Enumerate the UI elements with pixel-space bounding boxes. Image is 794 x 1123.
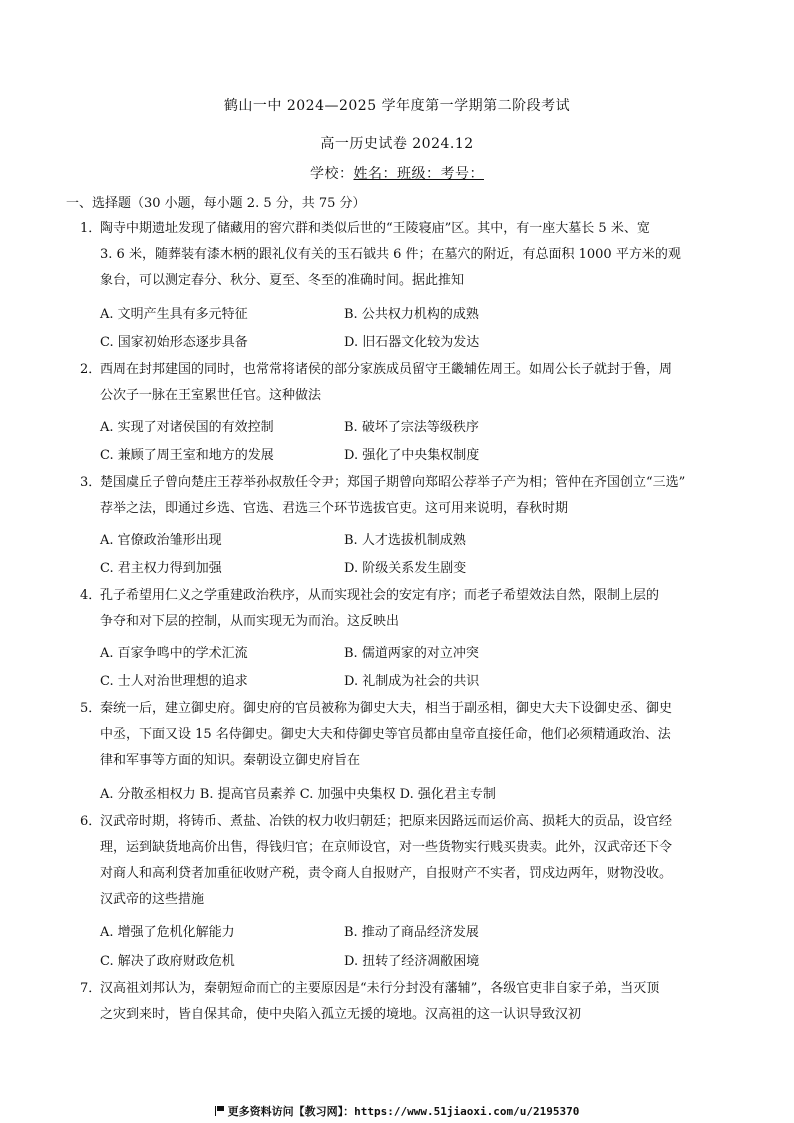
question-stem [82, 976, 722, 1028]
question-stem [82, 583, 722, 635]
stem-line: 象台，可以测定春分、秋分、夏至、冬至的准确时间。据此推知 [100, 273, 465, 288]
question-1 [82, 216, 722, 294]
option-a[interactable]: A. 实现了对诸侯国的有效控制 [100, 420, 274, 435]
stem-line: 汉武帝的这些措施 [100, 892, 205, 907]
stem-line: 西周在封邦建国的同时，也常常将诸侯的部分家族成员留守王畿辅佐周王。如周公长子就封于鲁，周 [100, 362, 673, 377]
stem-line: 楚国虞丘子曾向楚庄王荐举孙叔敖任令尹；郑国子期曾向郑昭公荐举子产为相；管仲在齐国创立“三选” [100, 475, 686, 490]
question-5 [82, 696, 722, 774]
option-d[interactable]: D. 扭转了经济凋敝困境 [344, 954, 480, 969]
question-4 [82, 583, 722, 635]
stem-line: 汉高祖刘邦认为，秦朝短命而亡的主要原因是“未行分封没有藩辅”，各级官吏非自家子弟，当灭顶 [100, 981, 660, 996]
options-inline[interactable]: A. 分散丞相权力 B. 提高官员素养 C. 加强中央集权 D. 强化君主专制 [100, 787, 496, 802]
question-number: 3． [80, 475, 102, 490]
option-d[interactable]: D. 礼制成为社会的共识 [344, 674, 480, 689]
name-label: 姓名： [353, 166, 397, 182]
option-a[interactable]: A. 官僚政治雏形出现 [100, 533, 222, 548]
question-stem [82, 216, 722, 294]
flag-icon [215, 1106, 224, 1115]
question-7 [82, 976, 722, 1028]
option-b[interactable]: B. 儒道两家的对立冲突 [344, 646, 479, 661]
option-c[interactable]: C. 解决了政府财政危机 [100, 954, 235, 969]
stem-line: 争夺和对下层的控制，从而实现无为而治。这反映出 [100, 614, 400, 629]
stem-line: 汉武帝时期，将铸币、煮盐、冶铁的权力收归朝廷；把原来因路远而运价高、损耗大的贡品，设官经 [100, 814, 673, 829]
stem-line: 律和军事等方面的知识。秦朝设立御史府旨在 [100, 753, 361, 768]
option-c[interactable]: C. 士人对治世理想的追求 [100, 674, 248, 689]
exam-subtitle: 高一历史试卷 2024.12 [320, 136, 474, 152]
stem-line: 荐举之法，即通过乡选、官选、君选三个环节选拔官吏。这可用来说明，春秋时期 [100, 501, 569, 516]
school-label: 学校： [310, 166, 354, 182]
option-c[interactable]: C. 国家初始形态逐步具备 [100, 335, 248, 350]
option-d[interactable]: D. 旧石器文化较为发达 [344, 335, 480, 350]
stem-line: 理，运到缺货地高价出售，得钱归官；在京师设官，对一些货物实行贱买贵卖。此外，汉武帝还下令 [100, 840, 673, 855]
footer-text: 更多资料访问【教习网】：https://www.51jiaoxi.com/u/2195370 [227, 1105, 580, 1118]
option-b[interactable]: B. 破坏了宗法等级秩序 [344, 420, 479, 435]
question-number: 6． [80, 814, 102, 829]
option-b[interactable]: B. 公共权力机构的成熟 [344, 307, 479, 322]
stem-line: 3. 6 米，随葬装有漆木柄的跟礼仪有关的玉石钺共 6 件；在墓穴的附近，有总面积 1000 平方米的观 [100, 247, 681, 262]
stem-line: 秦统一后，建立御史府。御史府的官员被称为御史大夫，相当于副丞相，御史大夫下设御史丞、御史 [100, 701, 673, 716]
option-a[interactable]: A. 百家争鸣中的学术汇流 [100, 646, 248, 661]
question-stem [82, 809, 722, 913]
stem-line: 陶寺中期遗址发现了储藏用的窖穴群和类似后世的“王陵寝庙”区。其中，有一座大墓长 5 米、宽 [100, 221, 650, 236]
question-3 [82, 470, 722, 522]
section-heading: 一、选择题（30 小题，每小题 2. 5 分，共 75 分） [66, 196, 366, 211]
option-a[interactable]: A. 增强了危机化解能力 [100, 925, 235, 940]
exam-number-label: 考号： [440, 166, 484, 182]
question-number: 5． [80, 701, 102, 716]
stem-line: 中丞，下面又设 15 名侍御史。御史大夫和侍御史等官员都由皇帝直接任命，他们必须精通政治、法 [100, 727, 671, 742]
class-label: 班级： [397, 166, 441, 182]
question-number: 4． [80, 588, 102, 603]
stem-line: 对商人和高利贷者加重征收财产税，责令商人自报财产，自报财产不实者，罚戍边两年，财物没收。 [100, 866, 673, 881]
question-number: 7． [80, 981, 102, 996]
question-2 [82, 357, 722, 409]
stem-line: 孔子希望用仁义之学重建政治秩序，从而实现社会的安定有序；而老子希望效法自然，限制上层的 [100, 588, 660, 603]
question-number: 1． [80, 221, 102, 236]
stem-line: 公次子一脉在王室累世任官。这种做法 [100, 388, 322, 403]
option-c[interactable]: C. 兼顾了周王室和地方的发展 [100, 448, 274, 463]
option-b[interactable]: B. 推动了商品经济发展 [344, 925, 479, 940]
stem-line: 之灾到来时，皆自保其命，使中央陷入孤立无援的境地。汉高祖的这一认识导致汉初 [100, 1007, 582, 1022]
question-stem [82, 696, 722, 774]
option-c[interactable]: C. 君主权力得到加强 [100, 561, 222, 576]
exam-title: 鹤山一中 2024—2025 学年度第一学期第二阶段考试 [223, 98, 571, 114]
question-number: 2． [80, 362, 102, 377]
question-stem [82, 470, 722, 522]
footer-link[interactable] [0, 1103, 794, 1119]
student-info-line [0, 163, 794, 183]
question-6 [82, 809, 722, 913]
option-d[interactable]: D. 强化了中央集权制度 [344, 448, 480, 463]
option-d[interactable]: D. 阶级关系发生剧变 [344, 561, 467, 576]
option-a[interactable]: A. 文明产生具有多元特征 [100, 307, 248, 322]
question-stem [82, 357, 722, 409]
option-b[interactable]: B. 人才选拔机制成熟 [344, 533, 466, 548]
